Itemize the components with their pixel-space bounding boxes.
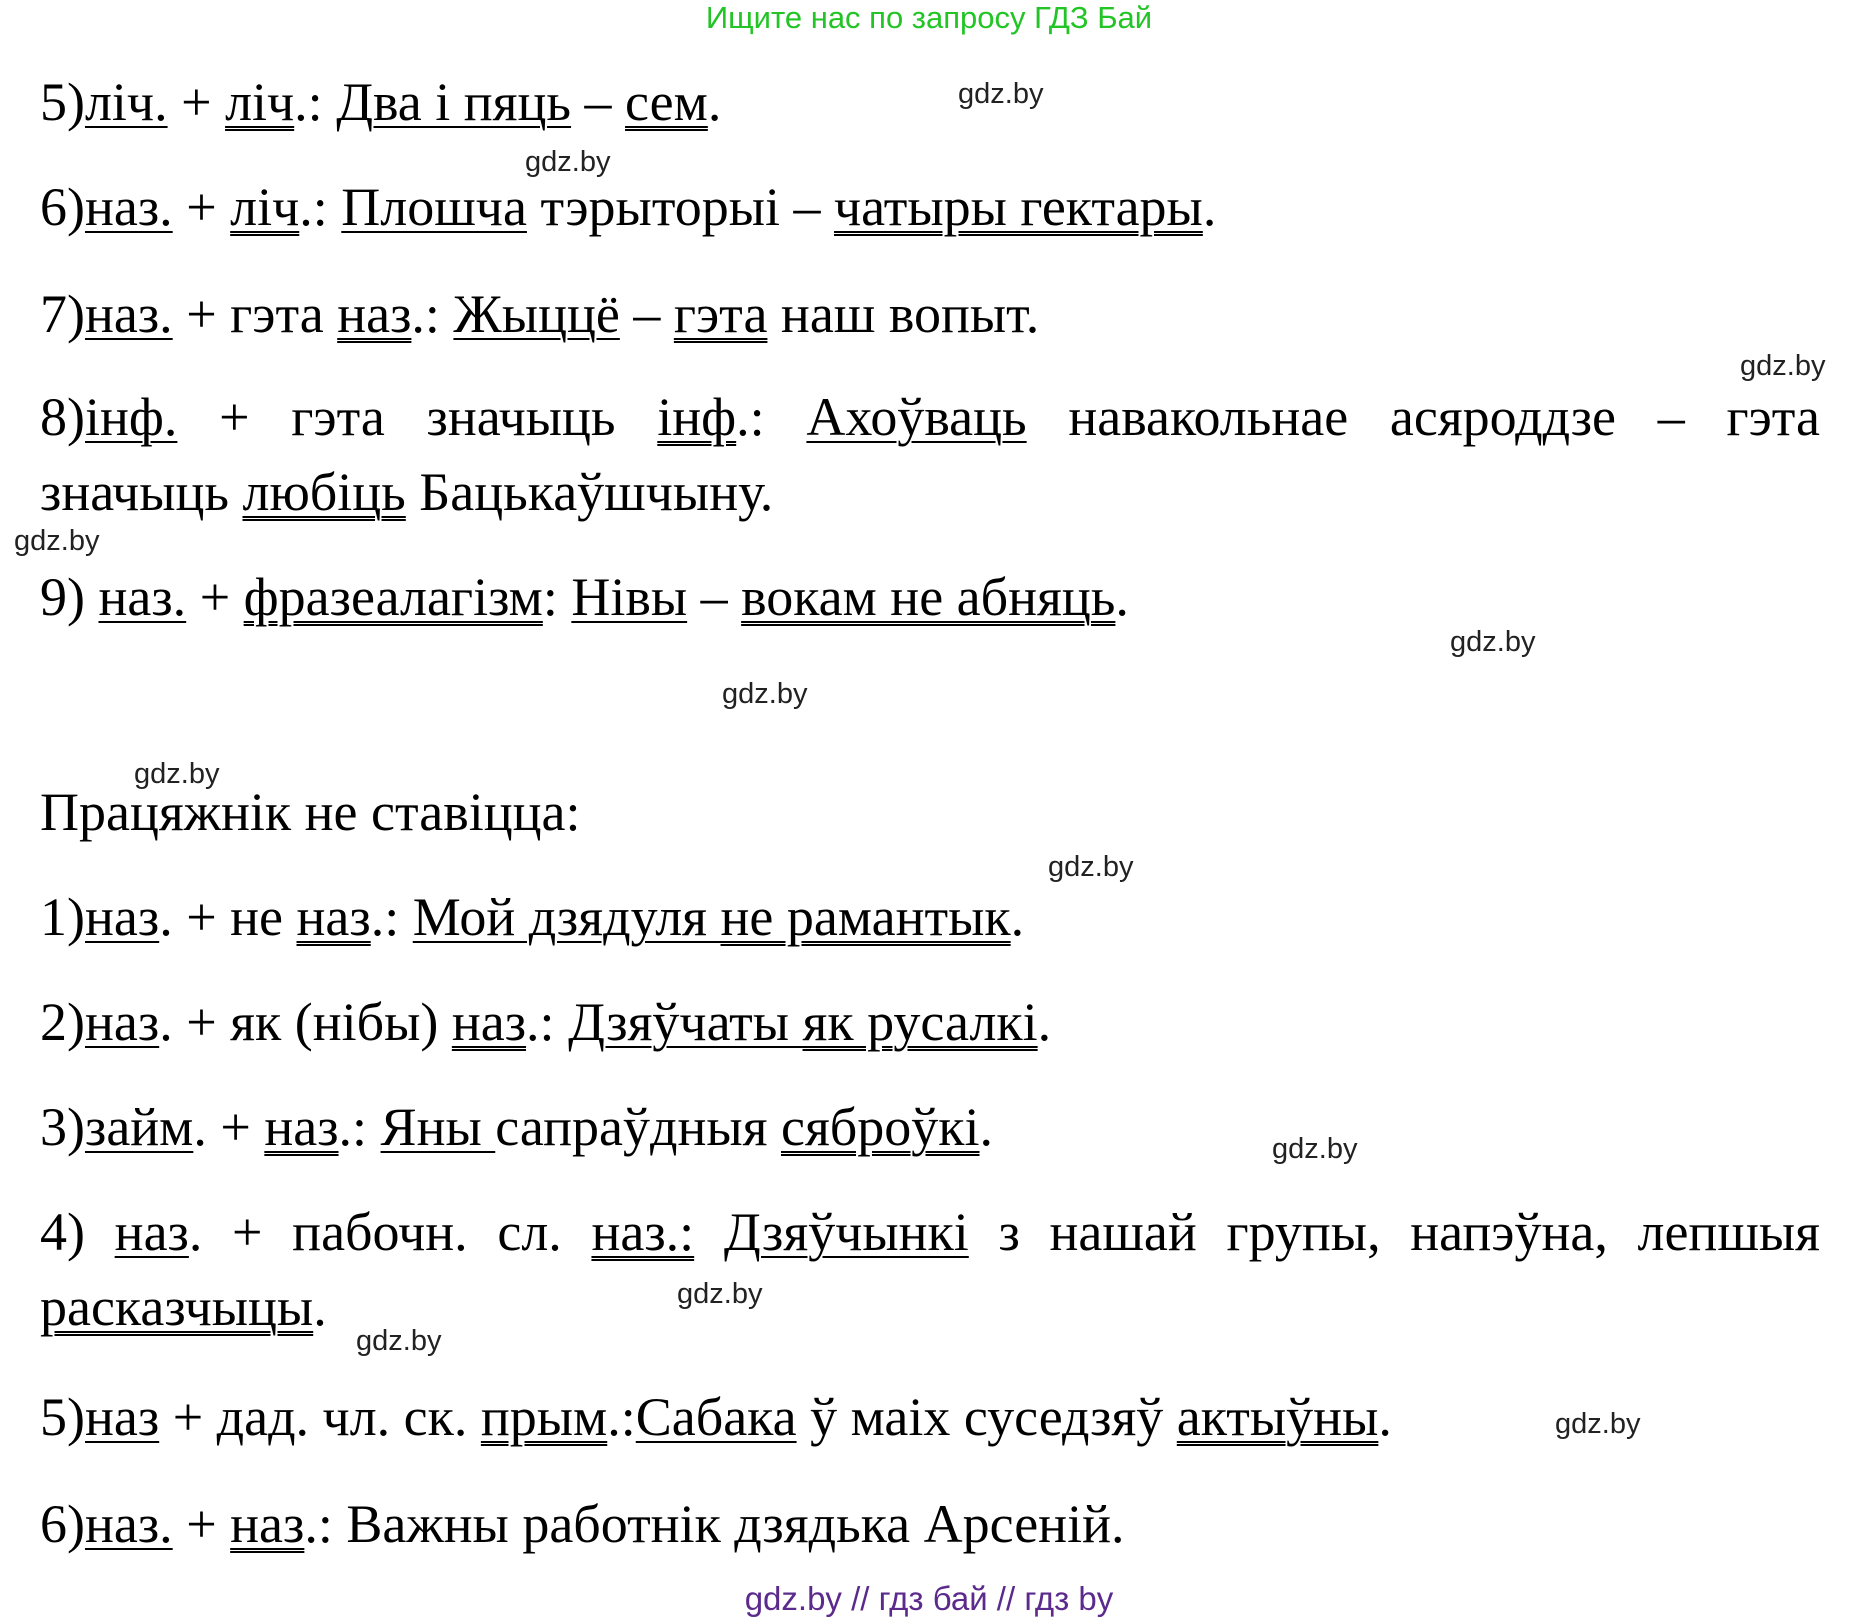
underlined-word: Сабака [635,1387,797,1447]
text-segment: . + [193,1097,265,1157]
underlined-word: гэта [673,284,768,344]
text-segment: .: [370,887,413,947]
line-9-dash [40,565,1129,629]
watermark: gdz.by [1555,1408,1641,1440]
text-segment: + гэта [172,284,338,344]
underlined-word: ліч. [84,72,168,132]
watermark: gdz.by [1048,851,1134,883]
text-segment: .: [736,387,807,447]
text-segment: + дад. чл. ск. [159,1387,481,1447]
text-segment: 5) [40,72,85,132]
text-segment: навакольнае асяроддзе – гэта [1026,387,1820,447]
watermark: gdz.by [14,525,100,557]
underlined-word: расказчыцы [40,1277,314,1337]
text-segment: з нашай групы, напэўна, лепшыя [968,1202,1821,1262]
text-segment: . [979,1097,994,1157]
underlined-word: Дзяўчынкі [723,1202,969,1262]
text-segment: 2) [40,992,85,1052]
underlined-word: любіць [242,462,406,522]
underlined-word: наз. [84,284,173,344]
line-8-dash-part1 [40,385,1820,449]
search-banner: Ищите нас по запросу ГДЗ Бай [705,0,1153,35]
text-segment [694,1202,724,1262]
text-segment: : [542,567,572,627]
text-segment: . [1115,567,1129,627]
underlined-word: наз.: [591,1202,695,1262]
line-3-nodash [40,1095,993,1159]
text-segment: .: [299,177,342,237]
text-segment: 1) [40,887,85,947]
line-2-nodash [40,990,1051,1054]
underlined-word: не рамантык [720,887,1011,947]
watermark: gdz.by [1450,626,1536,658]
line-5-nodash [40,1385,1392,1449]
text-segment: + [167,72,226,132]
text-segment: .: [411,284,454,344]
underlined-word: Нівы [571,567,688,627]
line-8-dash-part2 [40,460,773,524]
watermark: gdz.by [356,1325,442,1357]
text-segment: .: [607,1387,636,1447]
underlined-word: наз [451,992,527,1052]
underlined-word: Жыццё [453,284,620,344]
text-segment: 4) [40,1202,115,1262]
text-segment: 6) [40,1494,85,1554]
underlined-word: наз [84,1387,160,1447]
underlined-word: вокам не абняць [741,567,1116,627]
underlined-word: займ [84,1097,194,1157]
watermark: gdz.by [677,1278,763,1310]
text-segment: .: Важны работнік дзядька Арсеній. [304,1494,1125,1554]
text-segment: Бацькаўшчыну. [405,462,774,522]
underlined-word: сяброўкі [781,1097,980,1157]
underlined-word: Плошча [341,177,527,237]
text-segment: . [1378,1387,1392,1447]
text-segment: . [1010,887,1025,947]
underlined-word: наз [84,887,160,947]
text-segment: + гэта значыць [177,387,658,447]
line-6-nodash [40,1492,1124,1556]
text-segment: 9) [40,567,99,627]
text-segment: . [1037,992,1052,1052]
text-segment: ў маіх суседзяў [796,1387,1177,1447]
underlined-word: Ахоўваць [806,387,1027,447]
underlined-word: наз [337,284,412,344]
footer-links: gdz.by // гдз бай // гдз by [744,1580,1114,1617]
text-segment: – [687,567,742,627]
underlined-word: наз [264,1097,339,1157]
underlined-word: наз. [84,177,173,237]
underlined-word: інф [657,387,737,447]
watermark: gdz.by [525,146,611,178]
text-segment: + [172,177,231,237]
underlined-word: наз [114,1202,189,1262]
text-segment: 8) [40,387,85,447]
underlined-word: наз [296,887,371,947]
underlined-word: сем [625,72,708,132]
text-segment: – [619,284,674,344]
text-segment: значыць [40,462,243,522]
text-segment: сапраўдныя [495,1097,781,1157]
watermark: gdz.by [722,678,808,710]
line-4-nodash-part2 [40,1275,327,1339]
text-segment: .: [526,992,569,1052]
text-segment: – [571,72,626,132]
underlined-word: чатыры гектары [834,177,1203,237]
text-segment: наш вопыт. [767,284,1040,344]
text-segment: . + не [159,887,297,947]
text-segment: 3) [40,1097,85,1157]
watermark: gdz.by [958,78,1044,110]
text-segment: + [172,1494,231,1554]
text-segment: 7) [40,284,85,344]
text-segment: + [186,567,244,627]
underlined-word: наз [230,1494,305,1554]
text-segment: . [1202,177,1217,237]
line-1-nodash [40,885,1024,949]
underlined-word: наз. [98,567,187,627]
watermark: gdz.by [1740,350,1826,382]
line-7-dash [40,282,1039,346]
text-segment: 5) [40,1387,85,1447]
text-segment: . + як (нібы) [159,992,452,1052]
text-segment: Працяжнік не ставіцца: [40,782,581,842]
text-segment: . + пабочн. сл. [188,1202,592,1262]
underlined-word: інф. [84,387,178,447]
underlined-word: актыўны [1176,1387,1379,1447]
underlined-word: наз [84,992,160,1052]
text-segment: 6) [40,177,85,237]
underlined-word: прым [480,1387,608,1447]
line-5-dash [40,70,721,134]
watermark: gdz.by [134,758,220,790]
text-segment: .: [294,72,337,132]
underlined-word: фразеалагізм [243,567,543,627]
section-heading [40,780,580,844]
underlined-word: наз. [84,1494,173,1554]
line-6-dash [40,175,1216,239]
line-4-nodash-part1 [40,1200,1820,1264]
watermark: gdz.by [1272,1133,1358,1165]
underlined-word: Яны [380,1097,496,1157]
text-segment: . [707,72,722,132]
text-segment: тэрыторыі – [526,177,835,237]
underlined-word: як русалкі [802,992,1038,1052]
underlined-word: Мой дзядуля [412,887,721,947]
underlined-word: Два і пяць [336,72,572,132]
underlined-word: ліч [225,72,295,132]
text-segment: . [313,1277,327,1337]
text-segment: .: [338,1097,381,1157]
underlined-word: ліч [230,177,300,237]
underlined-word: Дзяўчаты [568,992,803,1052]
